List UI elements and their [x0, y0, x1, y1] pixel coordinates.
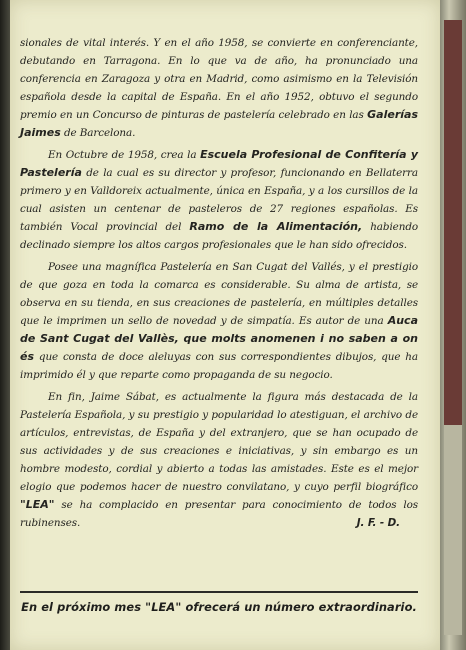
paragraph-3-text-b: que consta de doce aleluyas con sus correspondientes dibujos, que ha imprimido él y que reparte como propaganda de su negocio. — [20, 351, 418, 381]
paragraph-1 — [20, 34, 418, 142]
article-body — [20, 34, 418, 536]
ramo-alimentacion-name: Ramo de la Alimentación, — [189, 220, 363, 233]
lea-name: "LEA" — [20, 498, 55, 511]
footer-announcement: En el próximo mes "LEA" ofrecerá un número extraordinario. — [21, 600, 417, 614]
book-binding — [0, 0, 10, 650]
auca-title: Auca de Sant Cugat del Vallès, que molts anomenen i no saben a on és — [20, 314, 418, 363]
author-signature: J. F. - D. — [356, 517, 400, 529]
cover-edge-light — [444, 425, 462, 635]
paragraph-2 — [20, 146, 418, 254]
cover-edge-red — [444, 20, 462, 425]
escuela-profesional-name: Escuela Profesional de Confitería y Pastelería — [20, 148, 419, 179]
galerias-jaimes-name: Galerías Jaimes — [20, 108, 419, 139]
paragraph-2-text-b: de la cual es su director y profesor, funcionando en Bellaterra primero y en Valldoreix actualmente, única en España, y a los cursillos de la cual asisten un centenar de pasteleros de 27 regiones españolas. Es también Vocal provincial del — [20, 167, 418, 233]
paragraph-4-text-a: En fin, Jaime Sábat, es actualmente la figura más destacada de la Pastelería Española, y su prestigio y popularidad lo atestiguan, el archivo de artículos, entrevistas, de España y del extranjero, que se han ocupado de sus actividades y de sus creaciones e iniciativas, y sin embargo es un hombre modesto, cordial y abierto a todas las amistades. Este es el mejor elogio que podemos hacer de nuestro convilatano, y cuyo perfil biográfico — [20, 391, 418, 493]
paragraph-1-text-a: sionales de vital interés. Y en el año 1958, se convierte en conferenciante, debutando en Tarragona. En lo que va de año, ha pronunciado una conferencia en Zaragoza y otra en Madrid, como asimismo en la Televisión española desde la capital de España. En el año 1952, obtuvo el segundo premio en un Concurso de pinturas de pastelería celebrado en las — [20, 37, 418, 121]
paragraph-4 — [20, 388, 418, 532]
paragraph-2-text-a: En Octubre de 1958, crea la — [48, 149, 197, 161]
paragraph-4-text-b: se ha complacido en presentar para conocimiento de todos los rubinenses. — [20, 499, 419, 529]
footer-divider — [20, 591, 418, 593]
paragraph-1-text-b: de Barcelona. — [63, 127, 136, 139]
paragraph-2-text-c: habiendo declinado siempre los altos cargos profesionales que le han sido ofrecidos. — [20, 221, 419, 251]
paragraph-3 — [20, 258, 418, 384]
paragraph-3-text-a: Posee una magnífica Pastelería en San Cugat del Vallés, y el prestigio de que goza en toda la comarca es considerable. Su alma de artista, se observa en su tienda, en sus creaciones de pastelería, en múltiples detalles que le imprimen un sello de novedad y de simpatía. Es autor de una — [20, 261, 418, 327]
